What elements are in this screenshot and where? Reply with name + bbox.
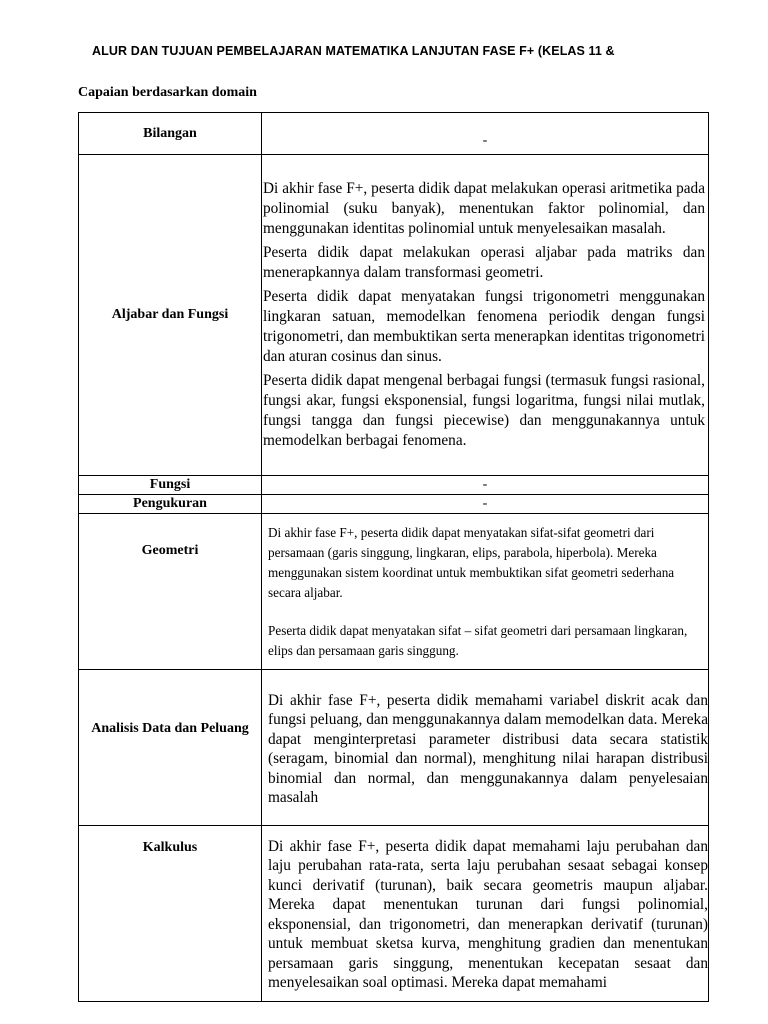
domain-description — [262, 113, 709, 155]
description-paragraph: Peserta didik dapat mengenal berbagai fungsi (termasuk fungsi rasional, fungsi akar, fungsi eksponensial, fungsi logaritma, fungsi nilai mutlak, fungsi tangga dan fungsi piecewise) dan menggunakannya untuk memodelkan berbagai fenomena. — [263, 372, 705, 449]
domain-description — [262, 514, 709, 670]
empty-dash: - — [482, 496, 488, 511]
description-paragraph: Di akhir fase F+, peserta didik memahami variabel diskrit acak dan fungsi peluang, dan menggunakannya dalam memodelkan data. Mereka dapat menginterpretasi parameter distribusi data secara statistik (seragam, binomial dan normal), menghitung nilai harapan distribusi binomial dan normal, dan menggunakannya dalam penyelesaian masalah — [268, 691, 708, 806]
document-title: ALUR DAN TUJUAN PEMBELAJARAN MATEMATIKA LANJUTAN FASE F+ (KELAS 11 & — [92, 44, 615, 58]
domain-label: Aljabar dan Fungsi — [79, 155, 262, 476]
section-title: Capaian berdasarkan domain — [78, 85, 257, 100]
description-paragraph: Di akhir fase F+, peserta didik dapat memahami laju perubahan dan laju perubahan rata-rata, serta laju perubahan sesaat sebagai konsep kunci derivatif (turunan), baik secara geometris maupun aljabar. Mereka dapat menentukan turunan dari fungsi polinomial, eksponensial, dan trigonometri, dan menerapkan derivatif (turunan) untuk membuat sketsa kurva, menghitung gradien dan menentukan persamaan garis singgung, menentukan kecepatan sesaat dan menyelesaikan soal optimasi. Mereka dapat memahami — [268, 837, 708, 991]
domain-label: Bilangan — [79, 113, 262, 155]
table-row-kalkulus — [79, 826, 709, 1002]
domain-label: Geometri — [79, 514, 262, 670]
table-row-bilangan — [79, 113, 709, 155]
empty-dash: - — [482, 133, 488, 148]
paragraph-spacer — [262, 603, 708, 621]
domain-description — [262, 670, 709, 826]
domain-label: Kalkulus — [79, 826, 262, 1002]
description-paragraph: Di akhir fase F+, peserta didik dapat menyatakan sifat-sifat geometri dari persamaan (garis singgung, lingkaran, elips, parabola, hiperbola). Mereka menggunakan sistem koordinat untuk membuktikan sifat geometri sederhana secara aljabar. — [268, 525, 675, 600]
table-row-pengukuran — [79, 495, 709, 514]
table-row-analisis-data — [79, 670, 709, 826]
description-paragraph: Peserta didik dapat melakukan operasi aljabar pada matriks dan menerapkannya dalam transformasi geometri. — [263, 244, 705, 281]
table-row-geometri — [79, 514, 709, 670]
table-row-fungsi — [79, 476, 709, 495]
domain-description — [262, 476, 709, 495]
table-row-aljabar-fungsi — [79, 155, 709, 476]
domain-description — [262, 495, 709, 514]
capaian-table — [78, 112, 709, 1002]
domain-label: Analisis Data dan Peluang — [79, 670, 262, 826]
domain-label: Fungsi — [79, 476, 262, 495]
domain-label: Pengukuran — [79, 495, 262, 514]
empty-dash: - — [482, 477, 488, 492]
domain-description — [262, 826, 709, 1002]
domain-description — [262, 155, 709, 476]
description-paragraph: Peserta didik dapat menyatakan fungsi trigonometri menggunakan lingkaran satuan, memodelkan fenomena periodik dengan fungsi trigonometri, dan membuktikan serta menerapkan identitas trigonometri dan aturan cosinus dan sinus. — [263, 288, 705, 365]
description-paragraph: Di akhir fase F+, peserta didik dapat melakukan operasi aritmetika pada polinomial (suku banyak), menentukan faktor polinomial, dan menggunakan identitas polinomial untuk menyelesaikan masalah. — [263, 180, 705, 237]
description-paragraph: Peserta didik dapat menyatakan sifat – sifat geometri dari persamaan lingkaran, elips dan persamaan garis singgung. — [268, 623, 688, 658]
